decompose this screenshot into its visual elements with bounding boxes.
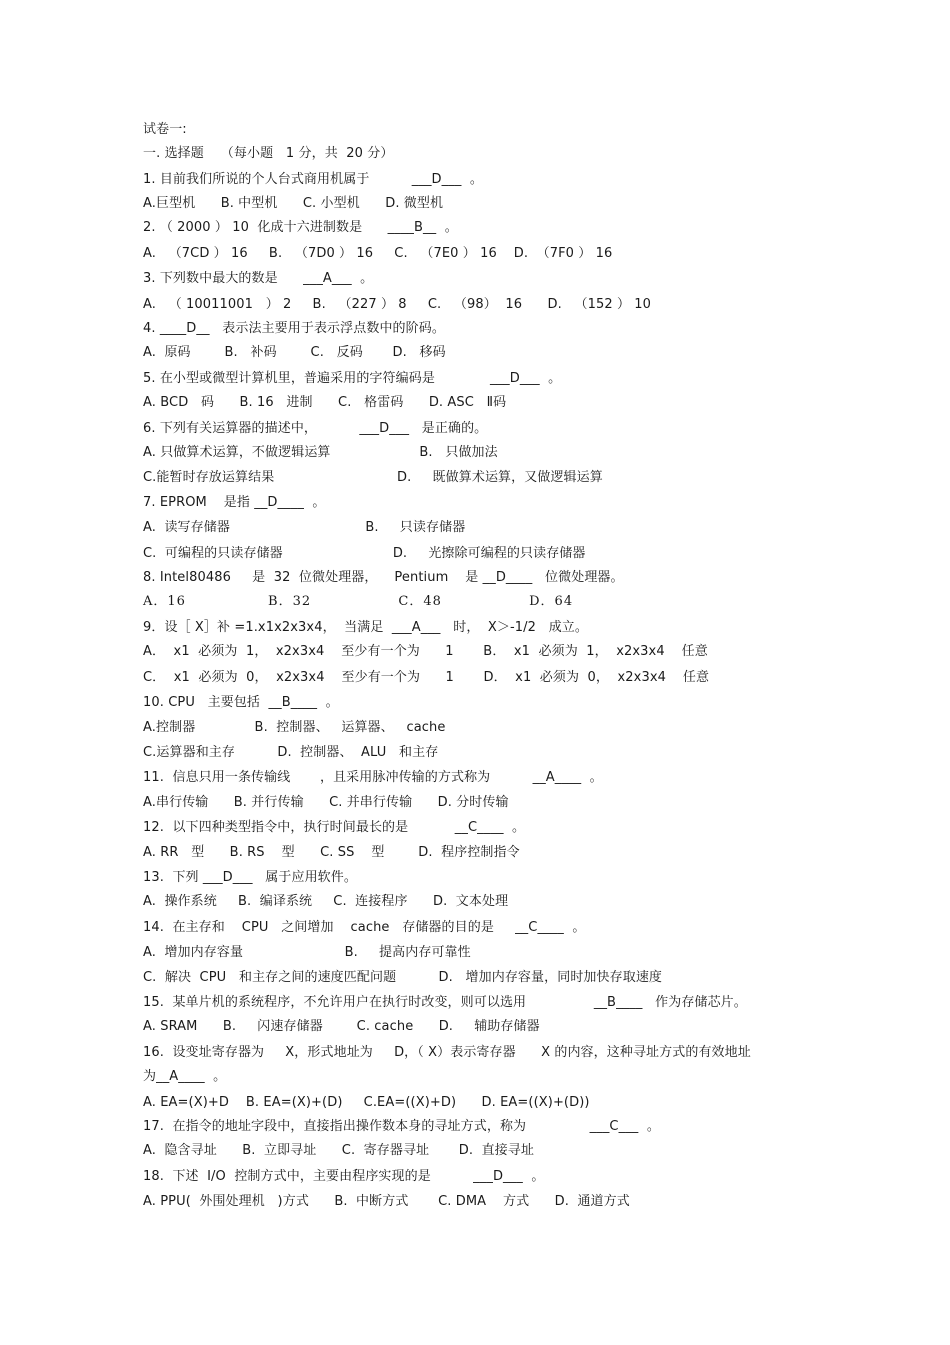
question-16-cont: 为__A____ 。 — [143, 1069, 227, 1084]
question-4: 4. ____D__ 表示法主要用于表示浮点数中的阶码。 — [143, 321, 445, 336]
question-6: 6. 下列有关运算器的描述中， ___D___ 是正确的。 — [143, 421, 488, 436]
options-2: A. （7CD ） 16 B. （7D0 ） 16 C. （7E0 ） 16 D. （7F0 ） 16 — [143, 246, 613, 261]
question-1: 1. 目前我们所说的个人台式商用机属于 ___D___ 。 — [143, 172, 484, 187]
question-7: 7. EPROM 是指 __D____ 。 — [143, 495, 326, 510]
question-14: 14. 在主存和 CPU 之间增加 cache 存储器的目的是 __C____ 。 — [143, 920, 586, 935]
options-14b: C. 解决 CPU 和主存之间的速度匹配问题 D. 增加内存容量，同时加快存取速度 — [143, 970, 663, 985]
question-3: 3. 下列数中最大的数是 ___A___ 。 — [143, 271, 374, 286]
exam-title: 试卷一: — [143, 122, 187, 137]
question-5: 5. 在小型或微型计算机里，普遍采用的字符编码是 ___D___ 。 — [143, 371, 562, 386]
section-heading: 一. 选择题 （每小题 1 分，共 20 分） — [143, 146, 394, 161]
question-2: 2. （ 2000 ） 10 化成十六进制数是 ____B__ 。 — [143, 220, 458, 235]
question-13: 13. 下列 ___D___ 属于应用软件。 — [143, 870, 357, 885]
options-4: A. 原码 B. 补码 C. 反码 D. 移码 — [143, 345, 446, 360]
options-11: A.串行传输 B. 并行传输 C. 并串行传输 D. 分时传输 — [143, 795, 509, 810]
options-12: A. RR 型 B. RS 型 C. SS 型 D. 程序控制指令 — [143, 845, 520, 860]
options-10b: C.运算器和主存 D. 控制器、 ALU 和主存 — [143, 745, 439, 760]
question-11: 11. 信息只用一条传输线 ，且采用脉冲传输的方式称为 __A____ 。 — [143, 770, 603, 785]
options-15: A. SRAM B. 闪速存储器 C. cache D. 辅助存储器 — [143, 1019, 540, 1034]
options-7b: C. 可编程的只读存储器 D. 光擦除可编程的只读存储器 — [143, 546, 586, 561]
options-5: A. BCD 码 B. 16 进制 C. 格雷码 D. ASC Ⅱ码 — [143, 395, 507, 410]
options-16: A. EA=(X)+D B. EA=(X)+(D) C.EA=((X)+D) D. EA=((X)+(D)) — [143, 1095, 590, 1110]
options-8: A．16 B．32 C．48 D．64 — [143, 594, 574, 609]
question-10: 10. CPU 主要包括 __B____ 。 — [143, 695, 339, 710]
options-1: A.巨型机 B. 中型机 C. 小型机 D. 微型机 — [143, 196, 444, 211]
options-9a: A． x1 必须为 1， x2x3x4 至少有一个为 1 B． x1 必须为 1， x2x3x4 任意 — [143, 644, 708, 659]
question-9: 9．设［ X］补 =1.x1x2x3x4， 当满足 ___A___ 时， X＞-1/2 成立。 — [143, 620, 588, 635]
options-9b: C． x1 必须为 0， x2x3x4 至少有一个为 1 D． x1 必须为 0， x2x3x4 任意 — [143, 670, 710, 685]
options-18: A. PPU( 外围处理机 )方式 B. 中断方式 C. DMA 方式 D. 通道方式 — [143, 1194, 630, 1209]
options-6b: C.能暂时存放运算结果 D. 既做算术运算，又做逻辑运算 — [143, 470, 603, 485]
question-17: 17. 在指令的地址字段中，直接指出操作数本身的寻址方式，称为 ___C___ 。 — [143, 1119, 660, 1134]
question-16: 16. 设变址寄存器为 X，形式地址为 D，（ X）表示寄存器 X 的内容，这种寻址方式的有效地址 — [143, 1045, 751, 1060]
options-14a: A. 增加内存容量 B. 提高内存可靠性 — [143, 945, 471, 960]
options-7a: A. 读写存储器 B. 只读存储器 — [143, 520, 466, 535]
question-12: 12. 以下四种类型指令中，执行时间最长的是 __C____ 。 — [143, 820, 526, 835]
question-18: 18. 下述 I/O 控制方式中，主要由程序实现的是 ___D___ 。 — [143, 1169, 545, 1184]
options-10a: A.控制器 B. 控制器、 运算器、 cache — [143, 720, 446, 735]
options-13: A. 操作系统 B. 编译系统 C. 连接程序 D. 文本处理 — [143, 894, 509, 909]
question-8: 8. Intel80486 是 32 位微处理器， Pentium 是 __D____ 位微处理器。 — [143, 570, 624, 585]
options-3: A. （ 10011001 ） 2 B. （227 ） 8 C. （98） 16 D. （152 ） 10 — [143, 297, 652, 312]
question-15: 15. 某单片机的系统程序，不允许用户在执行时改变，则可以选用 __B____ 作为存储芯片。 — [143, 995, 747, 1010]
options-17: A. 隐含寻址 B. 立即寻址 C. 寄存器寻址 D. 直接寻址 — [143, 1143, 534, 1158]
options-6a: A. 只做算术运算，不做逻辑运算 B. 只做加法 — [143, 445, 498, 460]
